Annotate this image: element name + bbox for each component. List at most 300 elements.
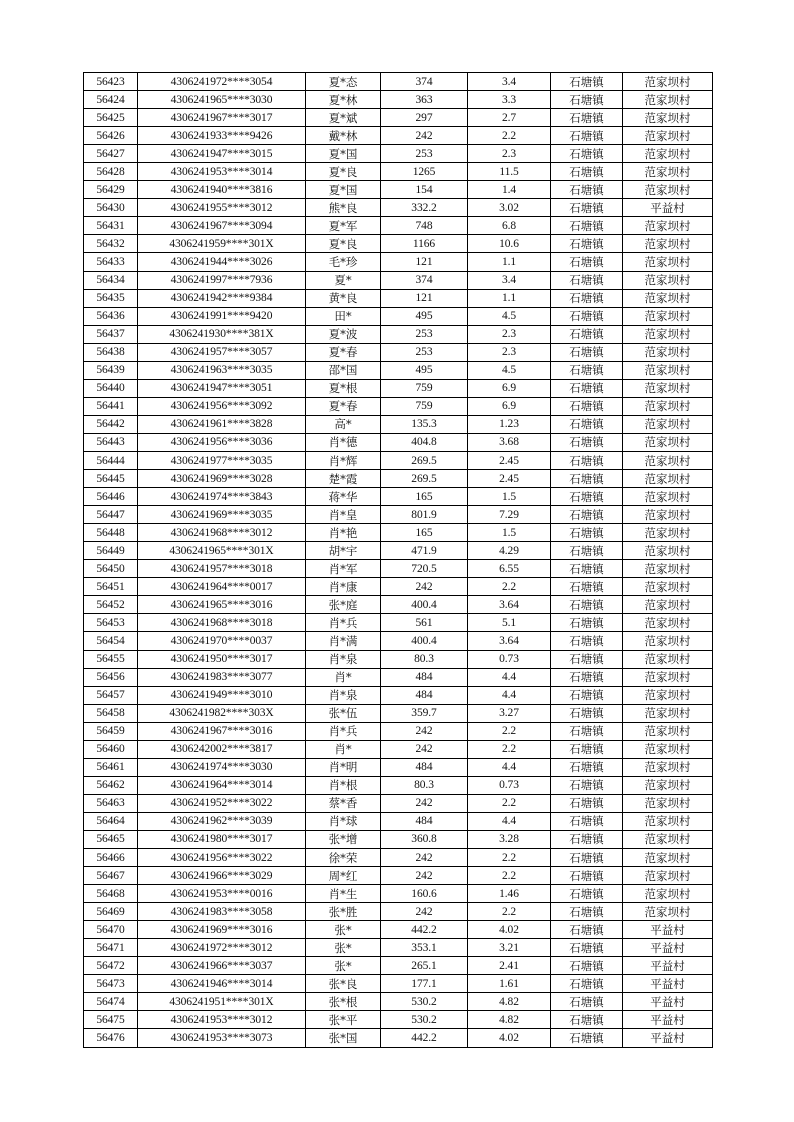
area-cell: 4.29 bbox=[468, 542, 551, 560]
id-number-cell: 4306241957****3057 bbox=[138, 343, 306, 361]
serial-number-cell: 56475 bbox=[84, 1011, 138, 1029]
name-cell: 夏*波 bbox=[306, 325, 381, 343]
town-cell: 石塘镇 bbox=[551, 451, 623, 469]
serial-number-cell: 56446 bbox=[84, 488, 138, 506]
name-cell: 张*胜 bbox=[306, 903, 381, 921]
name-cell: 夏*林 bbox=[306, 91, 381, 109]
village-cell: 范家坝村 bbox=[623, 488, 713, 506]
area-cell: 4.4 bbox=[468, 758, 551, 776]
serial-number-cell: 56450 bbox=[84, 560, 138, 578]
id-number-cell: 4306241961****3828 bbox=[138, 415, 306, 433]
table-row bbox=[84, 542, 713, 560]
name-cell: 肖*德 bbox=[306, 433, 381, 451]
name-cell: 熊*良 bbox=[306, 199, 381, 217]
village-cell: 范家坝村 bbox=[623, 379, 713, 397]
amount-cell: 297 bbox=[381, 109, 468, 127]
table-row bbox=[84, 271, 713, 289]
id-number-cell: 4306241951****301X bbox=[138, 993, 306, 1011]
amount-cell: 121 bbox=[381, 289, 468, 307]
table-row bbox=[84, 758, 713, 776]
serial-number-cell: 56433 bbox=[84, 253, 138, 271]
amount-cell: 374 bbox=[381, 73, 468, 91]
town-cell: 石塘镇 bbox=[551, 181, 623, 199]
area-cell: 2.2 bbox=[468, 794, 551, 812]
name-cell: 邵*国 bbox=[306, 361, 381, 379]
name-cell: 蔡*香 bbox=[306, 794, 381, 812]
amount-cell: 353.1 bbox=[381, 939, 468, 957]
town-cell: 石塘镇 bbox=[551, 307, 623, 325]
amount-cell: 748 bbox=[381, 217, 468, 235]
village-cell: 范家坝村 bbox=[623, 776, 713, 794]
name-cell: 戴*林 bbox=[306, 127, 381, 145]
area-cell: 4.02 bbox=[468, 921, 551, 939]
amount-cell: 801.9 bbox=[381, 506, 468, 524]
name-cell: 夏*国 bbox=[306, 181, 381, 199]
area-cell: 1.1 bbox=[468, 289, 551, 307]
town-cell: 石塘镇 bbox=[551, 289, 623, 307]
town-cell: 石塘镇 bbox=[551, 217, 623, 235]
table-row bbox=[84, 794, 713, 812]
area-cell: 11.5 bbox=[468, 163, 551, 181]
area-cell: 3.68 bbox=[468, 433, 551, 451]
amount-cell: 484 bbox=[381, 758, 468, 776]
area-cell: 1.4 bbox=[468, 181, 551, 199]
village-cell: 范家坝村 bbox=[623, 415, 713, 433]
amount-cell: 165 bbox=[381, 524, 468, 542]
village-cell: 平益村 bbox=[623, 1011, 713, 1029]
name-cell: 毛*珍 bbox=[306, 253, 381, 271]
name-cell: 蒋*华 bbox=[306, 488, 381, 506]
village-cell: 范家坝村 bbox=[623, 903, 713, 921]
serial-number-cell: 56473 bbox=[84, 975, 138, 993]
name-cell: 夏* bbox=[306, 271, 381, 289]
area-cell: 3.4 bbox=[468, 73, 551, 91]
area-cell: 4.82 bbox=[468, 993, 551, 1011]
amount-cell: 177.1 bbox=[381, 975, 468, 993]
town-cell: 石塘镇 bbox=[551, 614, 623, 632]
name-cell: 肖*康 bbox=[306, 578, 381, 596]
amount-cell: 442.2 bbox=[381, 921, 468, 939]
name-cell: 徐*荣 bbox=[306, 849, 381, 867]
town-cell: 石塘镇 bbox=[551, 145, 623, 163]
village-cell: 范家坝村 bbox=[623, 253, 713, 271]
area-cell: 4.4 bbox=[468, 812, 551, 830]
amount-cell: 484 bbox=[381, 668, 468, 686]
name-cell: 肖* bbox=[306, 740, 381, 758]
serial-number-cell: 56445 bbox=[84, 470, 138, 488]
id-number-cell: 4306241974****3030 bbox=[138, 758, 306, 776]
area-cell: 2.45 bbox=[468, 470, 551, 488]
amount-cell: 242 bbox=[381, 127, 468, 145]
area-cell: 2.3 bbox=[468, 325, 551, 343]
id-number-cell: 4306241942****9384 bbox=[138, 289, 306, 307]
area-cell: 2.41 bbox=[468, 957, 551, 975]
town-cell: 石塘镇 bbox=[551, 433, 623, 451]
village-cell: 范家坝村 bbox=[623, 307, 713, 325]
table-row bbox=[84, 109, 713, 127]
name-cell: 胡*宇 bbox=[306, 542, 381, 560]
serial-number-cell: 56465 bbox=[84, 830, 138, 848]
id-number-cell: 4306241972****3012 bbox=[138, 939, 306, 957]
table-row bbox=[84, 253, 713, 271]
village-cell: 范家坝村 bbox=[623, 289, 713, 307]
table-row bbox=[84, 181, 713, 199]
id-number-cell: 4306241968****3018 bbox=[138, 614, 306, 632]
id-number-cell: 4306241953****0016 bbox=[138, 885, 306, 903]
id-number-cell: 4306241955****3012 bbox=[138, 199, 306, 217]
amount-cell: 80.3 bbox=[381, 776, 468, 794]
area-cell: 3.3 bbox=[468, 91, 551, 109]
id-number-cell: 4306241969****3035 bbox=[138, 506, 306, 524]
area-cell: 1.5 bbox=[468, 488, 551, 506]
amount-cell: 242 bbox=[381, 849, 468, 867]
area-cell: 4.4 bbox=[468, 668, 551, 686]
amount-cell: 530.2 bbox=[381, 1011, 468, 1029]
id-number-cell: 4306241965****3016 bbox=[138, 596, 306, 614]
serial-number-cell: 56428 bbox=[84, 163, 138, 181]
table-row bbox=[84, 740, 713, 758]
area-cell: 2.2 bbox=[468, 722, 551, 740]
village-cell: 范家坝村 bbox=[623, 704, 713, 722]
amount-cell: 359.7 bbox=[381, 704, 468, 722]
id-number-cell: 4306241967****3094 bbox=[138, 217, 306, 235]
serial-number-cell: 56457 bbox=[84, 686, 138, 704]
table-row bbox=[84, 73, 713, 91]
serial-number-cell: 56435 bbox=[84, 289, 138, 307]
serial-number-cell: 56432 bbox=[84, 235, 138, 253]
serial-number-cell: 56476 bbox=[84, 1029, 138, 1047]
town-cell: 石塘镇 bbox=[551, 993, 623, 1011]
name-cell: 张* bbox=[306, 939, 381, 957]
town-cell: 石塘镇 bbox=[551, 939, 623, 957]
village-cell: 平益村 bbox=[623, 957, 713, 975]
town-cell: 石塘镇 bbox=[551, 343, 623, 361]
village-cell: 范家坝村 bbox=[623, 560, 713, 578]
name-cell: 田* bbox=[306, 307, 381, 325]
amount-cell: 253 bbox=[381, 325, 468, 343]
town-cell: 石塘镇 bbox=[551, 812, 623, 830]
name-cell: 肖*军 bbox=[306, 560, 381, 578]
name-cell: 肖*泉 bbox=[306, 650, 381, 668]
name-cell: 肖*艳 bbox=[306, 524, 381, 542]
town-cell: 石塘镇 bbox=[551, 740, 623, 758]
town-cell: 石塘镇 bbox=[551, 776, 623, 794]
id-number-cell: 4306241966****3029 bbox=[138, 867, 306, 885]
town-cell: 石塘镇 bbox=[551, 632, 623, 650]
village-cell: 范家坝村 bbox=[623, 849, 713, 867]
town-cell: 石塘镇 bbox=[551, 668, 623, 686]
table-row bbox=[84, 578, 713, 596]
area-cell: 4.5 bbox=[468, 361, 551, 379]
table-row bbox=[84, 885, 713, 903]
serial-number-cell: 56472 bbox=[84, 957, 138, 975]
town-cell: 石塘镇 bbox=[551, 506, 623, 524]
serial-number-cell: 56469 bbox=[84, 903, 138, 921]
table-row bbox=[84, 560, 713, 578]
amount-cell: 759 bbox=[381, 379, 468, 397]
table-row bbox=[84, 830, 713, 848]
village-cell: 平益村 bbox=[623, 939, 713, 957]
town-cell: 石塘镇 bbox=[551, 975, 623, 993]
name-cell: 夏*良 bbox=[306, 163, 381, 181]
serial-number-cell: 56444 bbox=[84, 451, 138, 469]
name-cell: 夏*根 bbox=[306, 379, 381, 397]
town-cell: 石塘镇 bbox=[551, 578, 623, 596]
town-cell: 石塘镇 bbox=[551, 704, 623, 722]
id-number-cell: 4306241959****301X bbox=[138, 235, 306, 253]
amount-cell: 154 bbox=[381, 181, 468, 199]
amount-cell: 471.9 bbox=[381, 542, 468, 560]
id-number-cell: 4306241983****3077 bbox=[138, 668, 306, 686]
town-cell: 石塘镇 bbox=[551, 109, 623, 127]
serial-number-cell: 56438 bbox=[84, 343, 138, 361]
amount-cell: 561 bbox=[381, 614, 468, 632]
village-cell: 范家坝村 bbox=[623, 325, 713, 343]
id-number-cell: 4306241969****3028 bbox=[138, 470, 306, 488]
area-cell: 2.2 bbox=[468, 127, 551, 145]
id-number-cell: 4306241957****3018 bbox=[138, 560, 306, 578]
village-cell: 范家坝村 bbox=[623, 668, 713, 686]
area-cell: 3.02 bbox=[468, 199, 551, 217]
name-cell: 肖*球 bbox=[306, 812, 381, 830]
name-cell: 肖*兵 bbox=[306, 722, 381, 740]
id-number-cell: 4306241965****301X bbox=[138, 542, 306, 560]
name-cell: 夏*斌 bbox=[306, 109, 381, 127]
amount-cell: 720.5 bbox=[381, 560, 468, 578]
area-cell: 5.1 bbox=[468, 614, 551, 632]
id-number-cell: 4306241965****3030 bbox=[138, 91, 306, 109]
id-number-cell: 4306241944****3026 bbox=[138, 253, 306, 271]
serial-number-cell: 56463 bbox=[84, 794, 138, 812]
id-number-cell: 4306241968****3012 bbox=[138, 524, 306, 542]
table-row bbox=[84, 145, 713, 163]
table-row bbox=[84, 650, 713, 668]
serial-number-cell: 56429 bbox=[84, 181, 138, 199]
town-cell: 石塘镇 bbox=[551, 722, 623, 740]
amount-cell: 265.1 bbox=[381, 957, 468, 975]
id-number-cell: 4306241982****303X bbox=[138, 704, 306, 722]
name-cell: 夏*军 bbox=[306, 217, 381, 235]
area-cell: 3.27 bbox=[468, 704, 551, 722]
amount-cell: 442.2 bbox=[381, 1029, 468, 1047]
table-row bbox=[84, 1029, 713, 1047]
name-cell: 张*平 bbox=[306, 1011, 381, 1029]
amount-cell: 484 bbox=[381, 686, 468, 704]
village-cell: 范家坝村 bbox=[623, 885, 713, 903]
table-row bbox=[84, 812, 713, 830]
table-row bbox=[84, 704, 713, 722]
name-cell: 张*根 bbox=[306, 993, 381, 1011]
village-cell: 范家坝村 bbox=[623, 271, 713, 289]
name-cell: 肖*兵 bbox=[306, 614, 381, 632]
amount-cell: 404.8 bbox=[381, 433, 468, 451]
serial-number-cell: 56434 bbox=[84, 271, 138, 289]
name-cell: 夏*春 bbox=[306, 343, 381, 361]
serial-number-cell: 56456 bbox=[84, 668, 138, 686]
table-row bbox=[84, 488, 713, 506]
serial-number-cell: 56462 bbox=[84, 776, 138, 794]
serial-number-cell: 56449 bbox=[84, 542, 138, 560]
area-cell: 3.4 bbox=[468, 271, 551, 289]
amount-cell: 242 bbox=[381, 722, 468, 740]
town-cell: 石塘镇 bbox=[551, 271, 623, 289]
area-cell: 1.5 bbox=[468, 524, 551, 542]
village-cell: 范家坝村 bbox=[623, 451, 713, 469]
serial-number-cell: 56443 bbox=[84, 433, 138, 451]
serial-number-cell: 56425 bbox=[84, 109, 138, 127]
id-number-cell: 4306241952****3022 bbox=[138, 794, 306, 812]
serial-number-cell: 56454 bbox=[84, 632, 138, 650]
serial-number-cell: 56458 bbox=[84, 704, 138, 722]
id-number-cell: 4306241970****0037 bbox=[138, 632, 306, 650]
table-row bbox=[84, 614, 713, 632]
area-cell: 3.64 bbox=[468, 596, 551, 614]
table-row bbox=[84, 903, 713, 921]
village-cell: 范家坝村 bbox=[623, 632, 713, 650]
town-cell: 石塘镇 bbox=[551, 1011, 623, 1029]
amount-cell: 374 bbox=[381, 271, 468, 289]
table-row bbox=[84, 127, 713, 145]
table-row bbox=[84, 451, 713, 469]
village-cell: 范家坝村 bbox=[623, 614, 713, 632]
town-cell: 石塘镇 bbox=[551, 867, 623, 885]
table-row bbox=[84, 91, 713, 109]
town-cell: 石塘镇 bbox=[551, 199, 623, 217]
area-cell: 4.4 bbox=[468, 686, 551, 704]
table-row bbox=[84, 199, 713, 217]
amount-cell: 530.2 bbox=[381, 993, 468, 1011]
serial-number-cell: 56423 bbox=[84, 73, 138, 91]
town-cell: 石塘镇 bbox=[551, 542, 623, 560]
area-cell: 1.1 bbox=[468, 253, 551, 271]
id-number-cell: 4306241997****7936 bbox=[138, 271, 306, 289]
amount-cell: 242 bbox=[381, 578, 468, 596]
name-cell: 张*良 bbox=[306, 975, 381, 993]
amount-cell: 400.4 bbox=[381, 632, 468, 650]
amount-cell: 360.8 bbox=[381, 830, 468, 848]
serial-number-cell: 56451 bbox=[84, 578, 138, 596]
id-number-cell: 4306241956****3036 bbox=[138, 433, 306, 451]
id-number-cell: 4306241953****3012 bbox=[138, 1011, 306, 1029]
table-row bbox=[84, 506, 713, 524]
name-cell: 夏*春 bbox=[306, 397, 381, 415]
serial-number-cell: 56468 bbox=[84, 885, 138, 903]
area-cell: 6.8 bbox=[468, 217, 551, 235]
serial-number-cell: 56471 bbox=[84, 939, 138, 957]
table-row bbox=[84, 361, 713, 379]
village-cell: 范家坝村 bbox=[623, 542, 713, 560]
table-row bbox=[84, 776, 713, 794]
serial-number-cell: 56424 bbox=[84, 91, 138, 109]
id-number-cell: 4306242002****3817 bbox=[138, 740, 306, 758]
id-number-cell: 4306241964****3014 bbox=[138, 776, 306, 794]
village-cell: 范家坝村 bbox=[623, 758, 713, 776]
table-row bbox=[84, 849, 713, 867]
name-cell: 张*庭 bbox=[306, 596, 381, 614]
table-row bbox=[84, 524, 713, 542]
amount-cell: 400.4 bbox=[381, 596, 468, 614]
table-row bbox=[84, 379, 713, 397]
town-cell: 石塘镇 bbox=[551, 885, 623, 903]
village-cell: 范家坝村 bbox=[623, 470, 713, 488]
name-cell: 肖*泉 bbox=[306, 686, 381, 704]
id-number-cell: 4306241966****3037 bbox=[138, 957, 306, 975]
table-row bbox=[84, 993, 713, 1011]
amount-cell: 1166 bbox=[381, 235, 468, 253]
village-cell: 范家坝村 bbox=[623, 361, 713, 379]
name-cell: 张*国 bbox=[306, 1029, 381, 1047]
village-cell: 范家坝村 bbox=[623, 722, 713, 740]
serial-number-cell: 56442 bbox=[84, 415, 138, 433]
area-cell: 4.82 bbox=[468, 1011, 551, 1029]
name-cell: 肖*明 bbox=[306, 758, 381, 776]
serial-number-cell: 56436 bbox=[84, 307, 138, 325]
id-number-cell: 4306241947****3015 bbox=[138, 145, 306, 163]
amount-cell: 484 bbox=[381, 812, 468, 830]
village-cell: 范家坝村 bbox=[623, 91, 713, 109]
village-cell: 平益村 bbox=[623, 1029, 713, 1047]
amount-cell: 495 bbox=[381, 307, 468, 325]
serial-number-cell: 56426 bbox=[84, 127, 138, 145]
area-cell: 2.2 bbox=[468, 849, 551, 867]
name-cell: 周*红 bbox=[306, 867, 381, 885]
area-cell: 2.2 bbox=[468, 903, 551, 921]
id-number-cell: 4306241956****3092 bbox=[138, 397, 306, 415]
table-row bbox=[84, 921, 713, 939]
town-cell: 石塘镇 bbox=[551, 235, 623, 253]
amount-cell: 363 bbox=[381, 91, 468, 109]
serial-number-cell: 56474 bbox=[84, 993, 138, 1011]
town-cell: 石塘镇 bbox=[551, 921, 623, 939]
town-cell: 石塘镇 bbox=[551, 127, 623, 145]
table-row bbox=[84, 596, 713, 614]
table-row bbox=[84, 939, 713, 957]
village-cell: 范家坝村 bbox=[623, 163, 713, 181]
area-cell: 7.29 bbox=[468, 506, 551, 524]
town-cell: 石塘镇 bbox=[551, 325, 623, 343]
name-cell: 张* bbox=[306, 921, 381, 939]
name-cell: 楚*霞 bbox=[306, 470, 381, 488]
serial-number-cell: 56461 bbox=[84, 758, 138, 776]
village-cell: 范家坝村 bbox=[623, 73, 713, 91]
area-cell: 3.21 bbox=[468, 939, 551, 957]
amount-cell: 759 bbox=[381, 397, 468, 415]
area-cell: 1.23 bbox=[468, 415, 551, 433]
name-cell: 张*伍 bbox=[306, 704, 381, 722]
town-cell: 石塘镇 bbox=[551, 596, 623, 614]
village-cell: 范家坝村 bbox=[623, 812, 713, 830]
name-cell: 高* bbox=[306, 415, 381, 433]
town-cell: 石塘镇 bbox=[551, 524, 623, 542]
village-cell: 范家坝村 bbox=[623, 235, 713, 253]
area-cell: 1.61 bbox=[468, 975, 551, 993]
name-cell: 肖*生 bbox=[306, 885, 381, 903]
amount-cell: 269.5 bbox=[381, 451, 468, 469]
town-cell: 石塘镇 bbox=[551, 830, 623, 848]
serial-number-cell: 56431 bbox=[84, 217, 138, 235]
name-cell: 张* bbox=[306, 957, 381, 975]
amount-cell: 242 bbox=[381, 867, 468, 885]
serial-number-cell: 56453 bbox=[84, 614, 138, 632]
name-cell: 夏*良 bbox=[306, 235, 381, 253]
amount-cell: 121 bbox=[381, 253, 468, 271]
town-cell: 石塘镇 bbox=[551, 470, 623, 488]
village-cell: 范家坝村 bbox=[623, 145, 713, 163]
id-number-cell: 4306241949****3010 bbox=[138, 686, 306, 704]
name-cell: 张*增 bbox=[306, 830, 381, 848]
serial-number-cell: 56452 bbox=[84, 596, 138, 614]
table-row bbox=[84, 668, 713, 686]
